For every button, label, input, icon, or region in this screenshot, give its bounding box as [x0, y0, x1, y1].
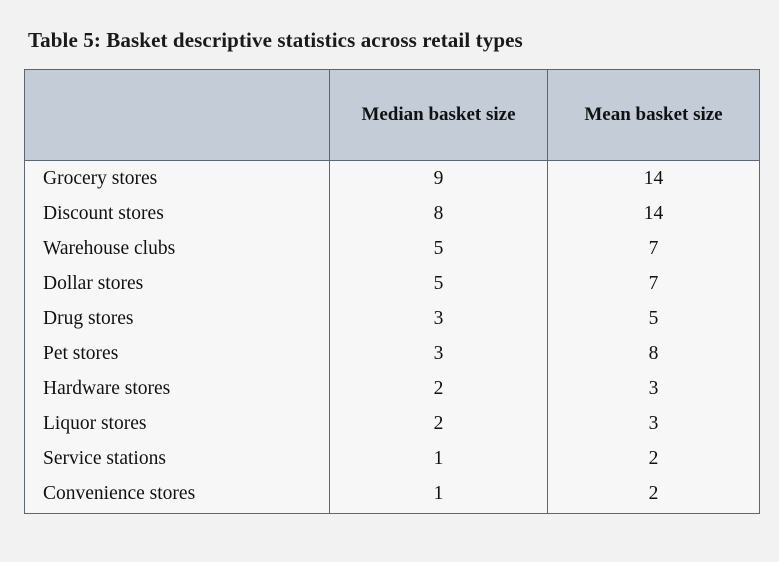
table-header-row [25, 70, 760, 161]
row-label: Liquor stores [25, 406, 330, 441]
row-median-value: 1 [330, 441, 548, 476]
row-mean-value: 8 [548, 336, 760, 371]
row-mean-value: 7 [548, 231, 760, 266]
row-label: Discount stores [25, 196, 330, 231]
row-median-value: 3 [330, 336, 548, 371]
row-median-value: 2 [330, 406, 548, 441]
table-row [25, 196, 760, 231]
row-mean-value: 7 [548, 266, 760, 301]
table-header [25, 70, 760, 161]
row-median-value: 2 [330, 371, 548, 406]
table-row [25, 371, 760, 406]
table-row [25, 231, 760, 266]
row-label: Warehouse clubs [25, 231, 330, 266]
row-label: Dollar stores [25, 266, 330, 301]
row-median-value: 3 [330, 301, 548, 336]
row-median-value: 9 [330, 161, 548, 197]
table-row [25, 441, 760, 476]
row-median-value: 5 [330, 231, 548, 266]
row-mean-value: 14 [548, 161, 760, 197]
row-label: Pet stores [25, 336, 330, 371]
row-label: Drug stores [25, 301, 330, 336]
table-row [25, 336, 760, 371]
row-label: Hardware stores [25, 371, 330, 406]
column-header-median-basket-size: Median basket size [330, 70, 548, 161]
row-label: Service stations [25, 441, 330, 476]
table-row [25, 301, 760, 336]
row-mean-value: 2 [548, 441, 760, 476]
table-row [25, 406, 760, 441]
row-label: Convenience stores [25, 476, 330, 514]
basket-statistics-table [24, 69, 760, 514]
row-mean-value: 14 [548, 196, 760, 231]
row-mean-value: 5 [548, 301, 760, 336]
row-mean-value: 3 [548, 406, 760, 441]
row-median-value: 5 [330, 266, 548, 301]
row-mean-value: 3 [548, 371, 760, 406]
table-row [25, 476, 760, 514]
table-row [25, 266, 760, 301]
row-median-value: 1 [330, 476, 548, 514]
column-header-mean-basket-size: Mean basket size [548, 70, 760, 161]
row-label: Grocery stores [25, 161, 330, 197]
table-body [25, 161, 760, 514]
row-mean-value: 2 [548, 476, 760, 514]
column-header-retail-type [25, 70, 330, 161]
table-caption: Table 5: Basket descriptive statistics across retail types [28, 28, 523, 52]
table-row [25, 161, 760, 197]
row-median-value: 8 [330, 196, 548, 231]
